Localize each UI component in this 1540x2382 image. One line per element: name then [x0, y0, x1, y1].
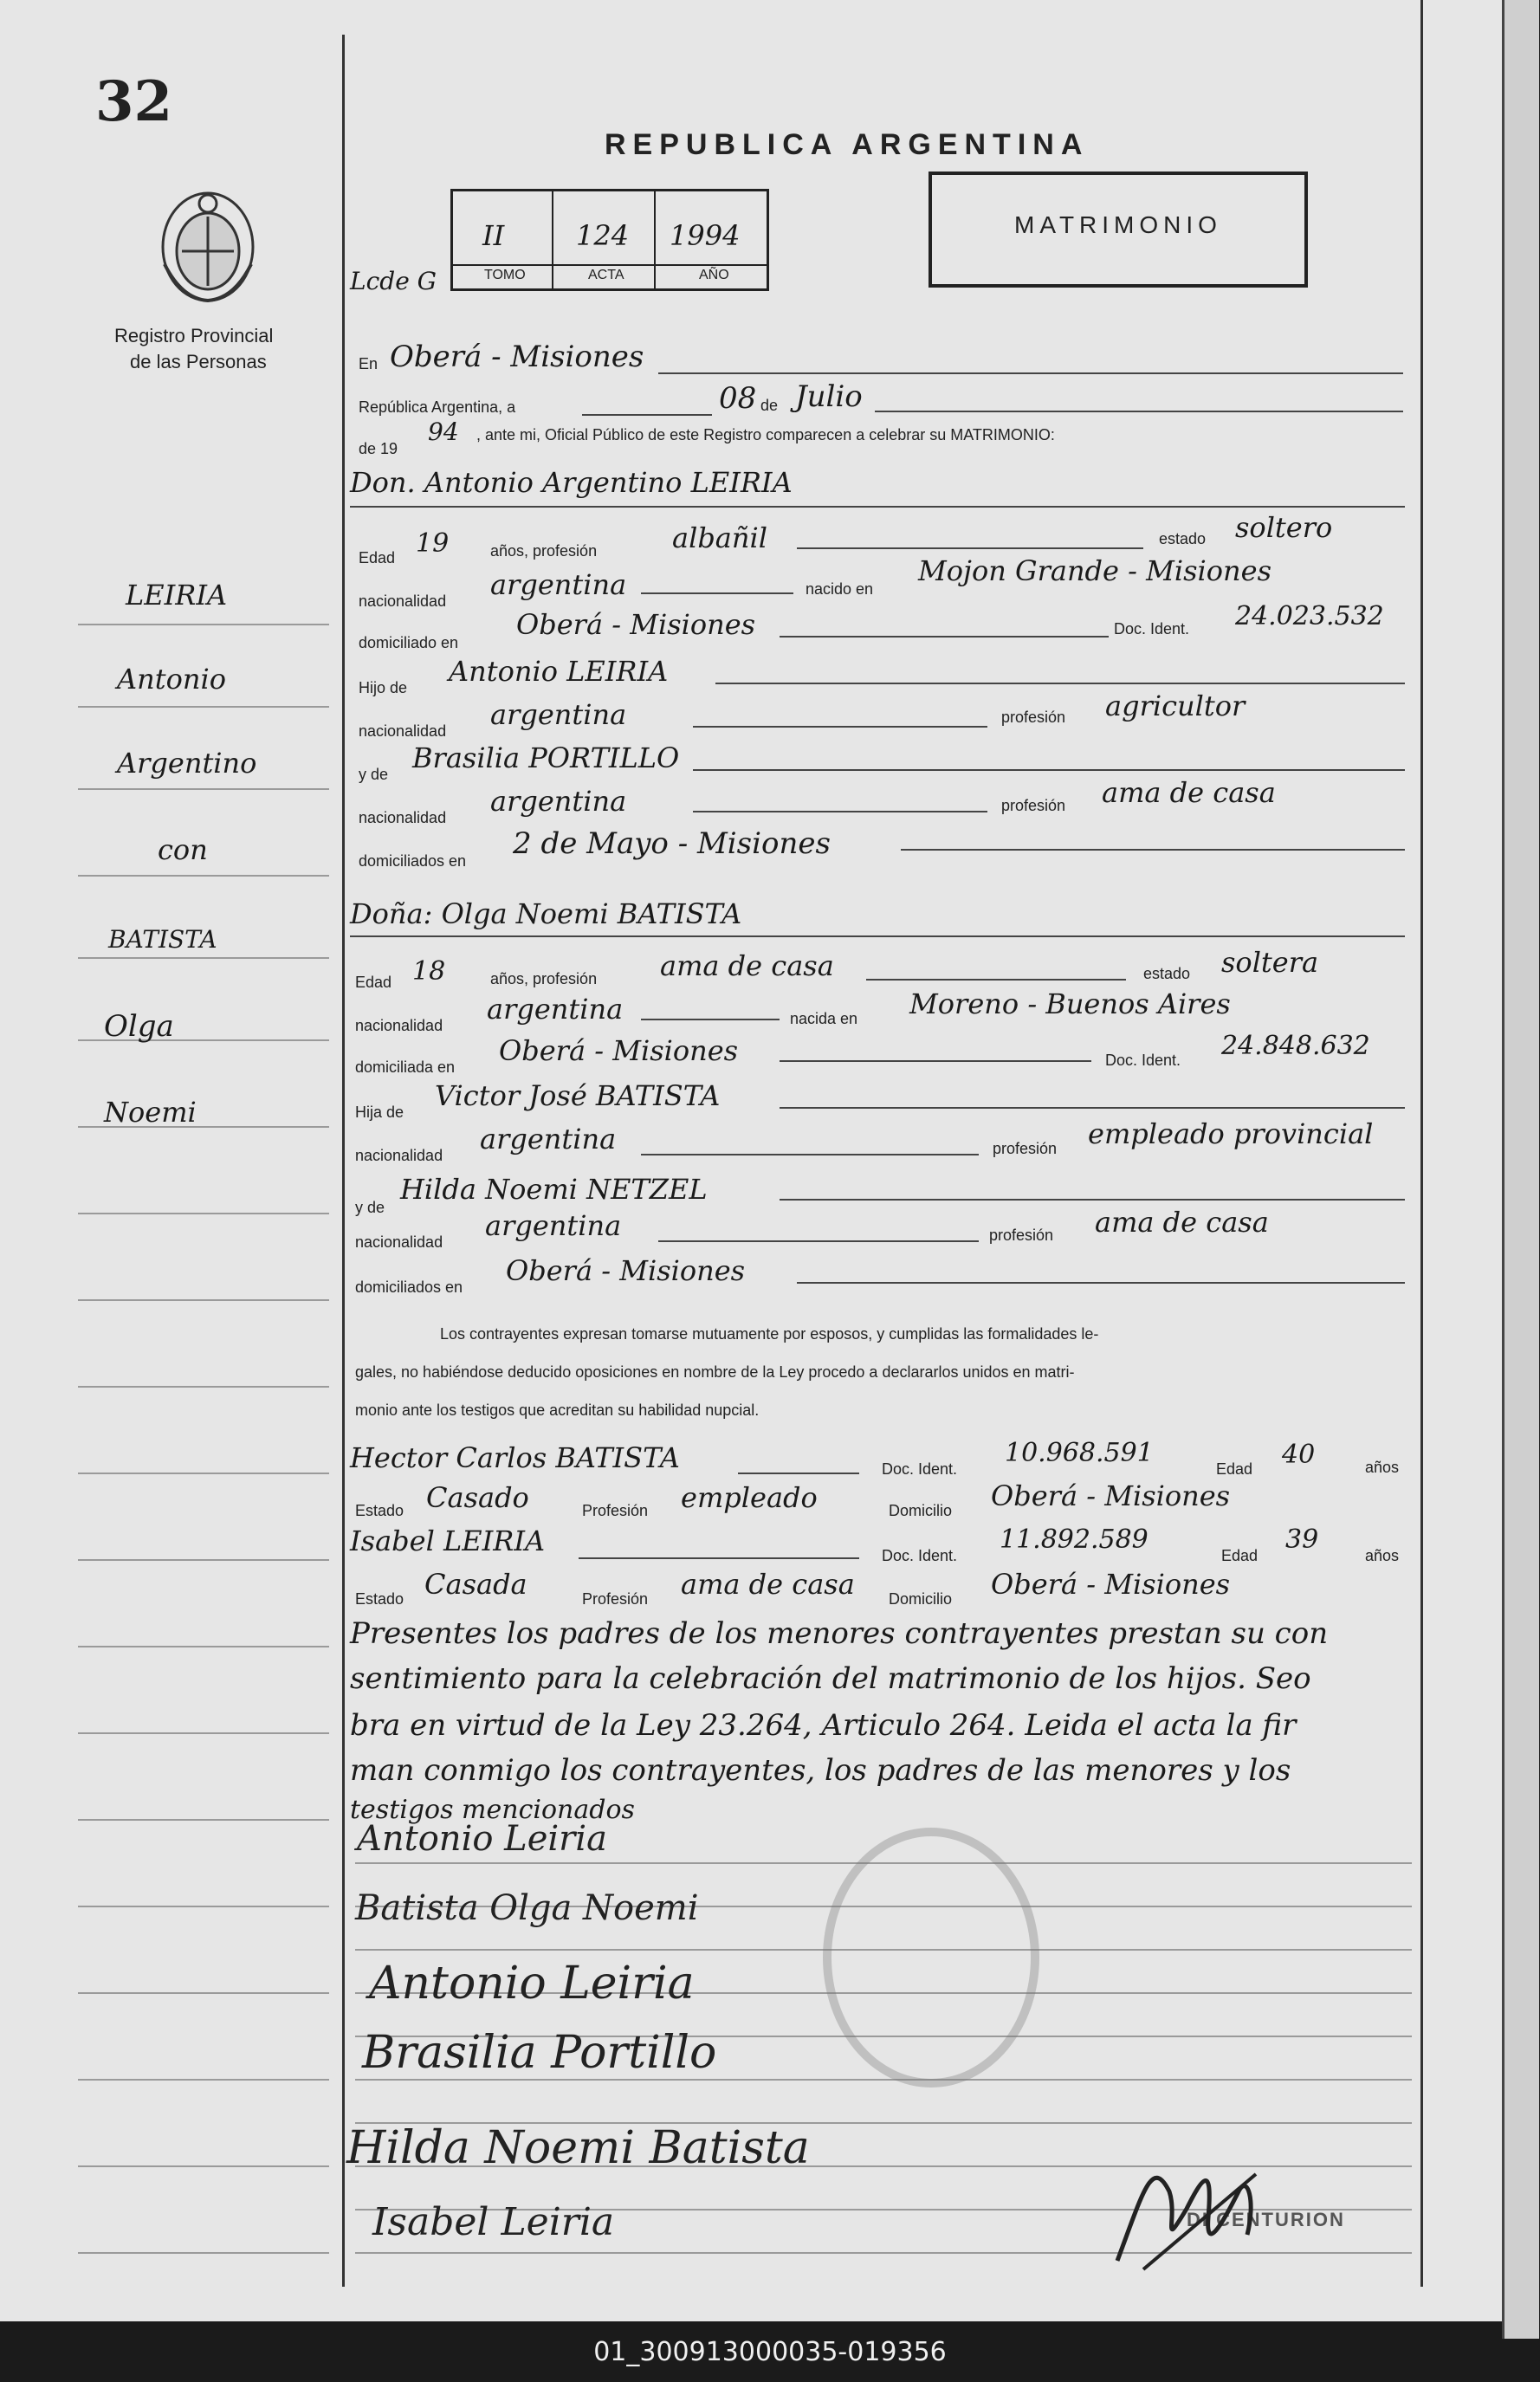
- document-type-box: [929, 172, 1308, 288]
- bride-mother-nac-label: nacionalidad: [355, 1233, 443, 1251]
- groom-doc-label: Doc. Ident.: [1114, 620, 1190, 638]
- witness-2-doc-label: Doc. Ident.: [882, 1547, 958, 1564]
- witness-1-edad-label: Edad: [1216, 1460, 1253, 1478]
- bride-father-prof-label: profesión: [993, 1140, 1058, 1157]
- witness-2-estado-label: Estado: [355, 1590, 404, 1608]
- day: 08: [719, 381, 757, 416]
- note-line: man conmigo los contrayentes, los padres de las menores y los: [350, 1753, 1291, 1788]
- note-line: Presentes los padres de los menores contrayentes prestan su con: [350, 1616, 1329, 1651]
- signature-6: Isabel Leiria: [372, 2200, 615, 2244]
- declaration-line-1: Los contrayentes expresan tomarse mutuamente por esposos, y cumplidas las formalidades le-: [440, 1325, 1099, 1343]
- opening-statement: , ante mi, Oficial Público de este Registro comparecen a celebrar su MATRIMONIO:: [476, 426, 1055, 443]
- groom-yde-label: y de: [359, 766, 389, 783]
- margin-name: Noemi: [104, 1096, 197, 1129]
- bride-mother-prof: ama de casa: [1095, 1206, 1269, 1239]
- acta-label: ACTA: [588, 268, 624, 282]
- witness-2-profesion-label: Profesión: [582, 1590, 649, 1608]
- groom-hijo-label: Hijo de: [359, 679, 408, 696]
- groom-mother-nac: argentina: [490, 785, 627, 818]
- note-line: testigos mencionados: [350, 1795, 635, 1825]
- bride-nacida-en: Moreno - Buenos Aires: [909, 987, 1231, 1020]
- bride-dom-label: domiciliada en: [355, 1058, 456, 1076]
- groom-domicilio: Oberá - Misiones: [516, 608, 756, 641]
- ano-label: AÑO: [699, 268, 729, 282]
- republica-label: República Argentina, a: [359, 398, 516, 416]
- bride-domicilio: Oberá - Misiones: [499, 1034, 739, 1067]
- bride-doms-label: domiciliados en: [355, 1278, 463, 1296]
- en-label: En: [359, 355, 379, 372]
- groom-edad-label: Edad: [359, 549, 396, 566]
- place: Oberá - Misiones: [390, 340, 644, 374]
- groom-father-nac: argentina: [490, 698, 627, 731]
- groom-mother: Brasilia PORTILLO: [412, 741, 680, 774]
- margin-name: con: [158, 833, 208, 866]
- bride-father: Victor José BATISTA: [435, 1079, 721, 1112]
- groom-doms-label: domiciliados en: [359, 852, 467, 870]
- margin-name: Olga: [104, 1009, 174, 1044]
- groom-mother-nac-label: nacionalidad: [359, 809, 447, 826]
- groom-father-nac-label: nacionalidad: [359, 722, 447, 740]
- witness-2-domicilio-label: Domicilio: [889, 1590, 953, 1608]
- groom-nacido-label: nacido en: [806, 580, 874, 598]
- witness-1-domicilio: Oberá - Misiones: [991, 1479, 1231, 1512]
- groom-anos-label: años, profesión: [490, 542, 598, 560]
- bride-edad: 18: [412, 956, 446, 987]
- margin-divider: [342, 35, 345, 2287]
- margin-name: LEIRIA: [126, 579, 228, 612]
- bride-father-nac: argentina: [480, 1123, 617, 1155]
- bride-parents-dom: Oberá - Misiones: [506, 1254, 746, 1287]
- book-note: Lcde G: [350, 267, 437, 295]
- witness-1-domicilio-label: Domicilio: [889, 1502, 953, 1519]
- bride-doc: 24.848.632: [1221, 1031, 1370, 1061]
- witness-1-profesion-label: Profesión: [582, 1502, 649, 1519]
- witness-1-edad: 40: [1282, 1440, 1316, 1470]
- witness-2-profesion: ama de casa: [681, 1568, 855, 1601]
- witness-1-anos-label: años: [1365, 1459, 1400, 1476]
- bride-mother: Hilda Noemi NETZEL: [400, 1173, 708, 1206]
- bride-anos-label: años, profesión: [490, 970, 598, 987]
- signature-3: Antonio Leiria: [369, 1958, 695, 2010]
- witness-1-profesion: empleado: [681, 1481, 818, 1514]
- witness-2-estado: Casada: [424, 1568, 527, 1601]
- groom-father: Antonio LEIRIA: [449, 655, 669, 688]
- groom-dom-label: domiciliado en: [359, 634, 459, 651]
- official-stamp: DI CENTURION: [1187, 2209, 1345, 2230]
- seal-stamp: [823, 1828, 1039, 2087]
- bride-father-nac-label: nacionalidad: [355, 1147, 443, 1164]
- de-label: de: [760, 397, 779, 414]
- signature-4: Brasilia Portillo: [362, 2027, 717, 2079]
- bride-name: Doña: Olga Noemi BATISTA: [350, 897, 742, 930]
- bride-estado: soltera: [1221, 946, 1319, 979]
- groom-name: Don. Antonio Argentino LEIRIA: [350, 466, 793, 499]
- year-prefix: de 19: [359, 440, 398, 457]
- registry-line-2: de las Personas: [130, 351, 267, 372]
- groom-mother-prof-label: profesión: [1001, 797, 1066, 814]
- groom-estado: soltero: [1235, 511, 1333, 544]
- tomo-label: TOMO: [484, 268, 526, 282]
- page-number: 32: [95, 69, 173, 134]
- declaration-line-3: monio ante los testigos que acreditan su habilidad nupcial.: [355, 1401, 760, 1419]
- bride-edad-label: Edad: [355, 974, 392, 991]
- bride-profesion: ama de casa: [660, 949, 834, 982]
- acta-value: 124: [576, 219, 630, 252]
- bride-nac-label: nacionalidad: [355, 1017, 443, 1034]
- document-type: MATRIMONIO: [1014, 211, 1222, 238]
- bride-nacionalidad: argentina: [487, 993, 624, 1026]
- witness-2-doc: 11.892.589: [1000, 1524, 1149, 1555]
- signature-2: Batista Olga Noemi: [355, 1888, 699, 1928]
- margin-name: Argentino: [117, 747, 257, 780]
- signature-5: Hilda Noemi Batista: [346, 2122, 810, 2174]
- witness-2-anos-label: años: [1365, 1547, 1400, 1564]
- right-border-line: [1420, 0, 1423, 2287]
- groom-parents-dom: 2 de Mayo - Misiones: [513, 826, 831, 861]
- bride-estado-label: estado: [1143, 965, 1191, 982]
- country-title: REPUBLICA ARGENTINA: [605, 128, 1090, 161]
- tomo-value: II: [482, 219, 505, 252]
- witness-2-name: Isabel LEIRIA: [350, 1524, 546, 1557]
- groom-father-prof: agricultor: [1105, 689, 1246, 722]
- coat-of-arms-icon: [156, 186, 260, 307]
- groom-estado-label: estado: [1159, 530, 1207, 547]
- witness-1-name: Hector Carlos BATISTA: [350, 1441, 680, 1474]
- bride-nacida-label: nacida en: [790, 1010, 858, 1027]
- margin-name: Antonio: [117, 663, 226, 696]
- groom-edad: 19: [416, 528, 450, 559]
- bride-father-prof: empleado provincial: [1088, 1117, 1374, 1150]
- witness-1-doc-label: Doc. Ident.: [882, 1460, 958, 1478]
- bride-mother-nac: argentina: [485, 1209, 622, 1242]
- groom-mother-prof: ama de casa: [1102, 776, 1276, 809]
- ano-value: 1994: [670, 219, 741, 252]
- month: Julio: [795, 379, 863, 414]
- groom-nacionalidad: argentina: [490, 568, 627, 601]
- official-signature-icon: [1109, 2139, 1265, 2287]
- groom-nac-label: nacionalidad: [359, 592, 447, 610]
- witness-1-estado: Casado: [426, 1481, 529, 1514]
- witness-2-edad-label: Edad: [1221, 1547, 1259, 1564]
- bride-hija-label: Hija de: [355, 1104, 404, 1121]
- declaration-line-2: gales, no habiéndose deducido oposiciones en nombre de la Ley procedo a declararlos unidos en matri-: [355, 1363, 1075, 1381]
- note-line: bra en virtud de la Ley 23.264, Articulo 264. Leida el acta la fir: [350, 1708, 1297, 1743]
- witness-1-doc: 10.968.591: [1005, 1438, 1154, 1468]
- witness-2-edad: 39: [1285, 1524, 1319, 1555]
- bride-mother-prof-label: profesión: [989, 1227, 1054, 1244]
- note-line: sentimiento para la celebración del matrimonio de los hijos. Seo: [350, 1661, 1311, 1696]
- groom-doc: 24.023.532: [1235, 601, 1384, 631]
- bride-yde-label: y de: [355, 1199, 385, 1216]
- book-reference-table: [450, 189, 769, 291]
- witness-1-estado-label: Estado: [355, 1502, 404, 1519]
- adjacent-page-edge: [1502, 0, 1539, 2339]
- image-id-caption: 01_300913000035-019356: [593, 2337, 947, 2367]
- groom-father-prof-label: profesión: [1001, 709, 1066, 726]
- groom-nacido-en: Mojon Grande - Misiones: [918, 554, 1272, 587]
- groom-profesion: albañil: [672, 521, 767, 554]
- signature-1: Antonio Leiria: [357, 1819, 607, 1859]
- witness-2-domicilio: Oberá - Misiones: [991, 1568, 1231, 1601]
- bride-doc-label: Doc. Ident.: [1105, 1052, 1181, 1069]
- registry-line-1: Registro Provincial: [114, 325, 274, 346]
- year-suffix: 94: [428, 417, 459, 446]
- margin-name: BATISTA: [108, 925, 217, 954]
